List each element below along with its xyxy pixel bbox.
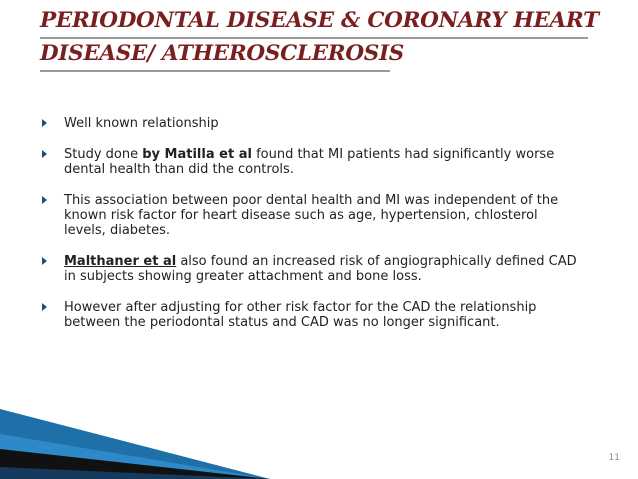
triangle-bullet-icon xyxy=(42,257,47,265)
triangle-bullet-icon xyxy=(42,196,47,204)
slide-title xyxy=(40,8,600,74)
bullet-item xyxy=(42,254,582,284)
bullet-text: found that MI patients had significantly worse dental health than did the controls. xyxy=(64,147,555,177)
bullet-author: Malthaner et al xyxy=(64,254,177,269)
bullet-item xyxy=(42,193,582,238)
bullet-text: This association between poor dental health and MI was independent of the known risk factor for heart disease such as age, hypertension, chlosterol levels, diabetes. xyxy=(64,193,559,238)
bullet-text: Study done xyxy=(64,147,143,162)
bullet-text: However after adjusting for other risk factor for the CAD the relationship between the periodontal status and CAD was no longer significant. xyxy=(64,300,537,330)
title-line-2: DISEASE/ ATHEROSCLEROSIS xyxy=(40,41,390,72)
bullet-text: Well known relationship xyxy=(64,116,219,131)
title-line-1: PERIODONTAL DISEASE & CORONARY HEART xyxy=(40,8,588,39)
bullet-text: also found an increased risk of angiographically defined CAD in subjects showing greater attachment and bone loss. xyxy=(64,254,577,284)
page-number: 11 xyxy=(608,453,620,463)
bullet-item xyxy=(42,147,582,177)
triangle-bullet-icon xyxy=(42,119,47,127)
bullet-item xyxy=(42,300,582,330)
bullet-author: by Matilla et al xyxy=(142,147,252,162)
triangle-bullet-icon xyxy=(42,303,47,311)
bullet-item xyxy=(42,116,582,131)
bullet-list xyxy=(42,116,582,346)
triangle-bullet-icon xyxy=(42,150,47,158)
corner-swoosh-decoration xyxy=(0,389,270,479)
